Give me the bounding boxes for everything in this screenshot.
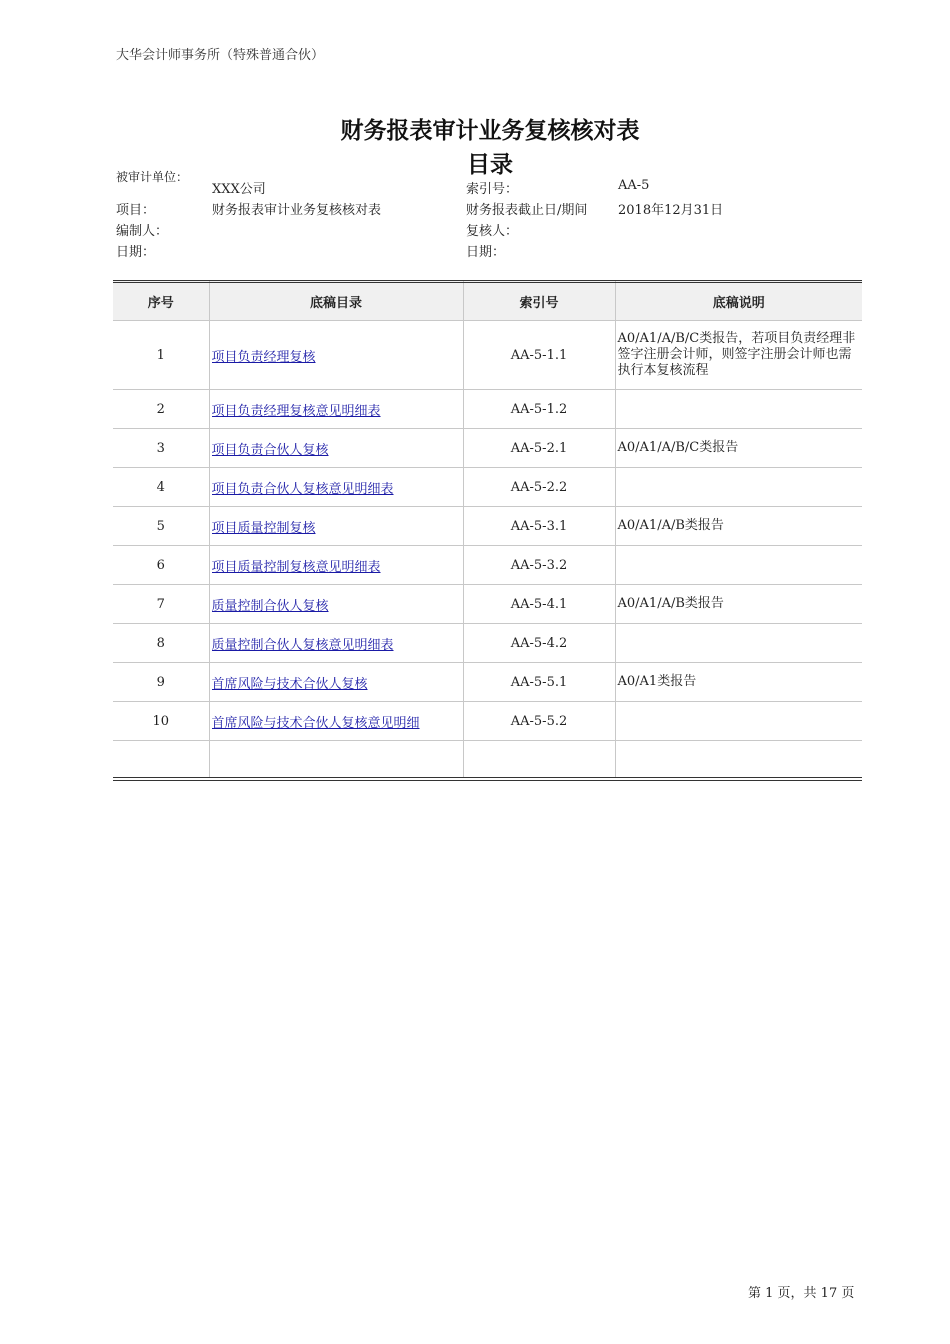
- header-note: 底稿说明: [615, 280, 862, 321]
- table-row: [113, 321, 862, 390]
- row-index: AA-5-3.1: [463, 507, 615, 546]
- row-index: AA-5-3.2: [463, 546, 615, 585]
- workpaper-link[interactable]: 项目质量控制复核意见明细表: [211, 559, 381, 575]
- row-no: 7: [113, 585, 209, 624]
- row-no: 5: [113, 507, 209, 546]
- table-bottom-rule: [113, 777, 862, 781]
- table-row: [113, 546, 862, 585]
- row-note: [615, 390, 862, 429]
- row-note: [615, 468, 862, 507]
- row-no: 1: [113, 321, 209, 390]
- table-row: [113, 663, 862, 702]
- reviewer-label: 复核人：: [466, 224, 519, 239]
- row-note: [615, 624, 862, 663]
- workpaper-link[interactable]: 首席风险与技术合伙人复核意见明细: [211, 715, 420, 731]
- table-row: [113, 429, 862, 468]
- table-row: [113, 585, 862, 624]
- row-note: A0/A1/A/B类报告: [615, 585, 862, 624]
- row-index: AA-5-2.1: [463, 429, 615, 468]
- row-index: AA-5-1.1: [463, 321, 615, 390]
- header-no: 序号: [113, 280, 209, 321]
- row-note: A0/A1/A/B/C类报告: [615, 429, 862, 468]
- contents-table: [113, 280, 862, 778]
- row-no: 3: [113, 429, 209, 468]
- row-note: A0/A1类报告: [615, 663, 862, 702]
- row-no: 2: [113, 390, 209, 429]
- table-row: [113, 702, 862, 741]
- table-row: [113, 507, 862, 546]
- workpaper-link[interactable]: 质量控制合伙人复核意见明细表: [211, 637, 394, 653]
- header-name: 底稿目录: [209, 280, 463, 321]
- row-note: A0/A1/A/B/C类报告，若项目负责经理非签字注册会计师，则签字注册会计师也需执行本复核流程: [615, 321, 862, 390]
- row-note: [615, 702, 862, 741]
- page-indicator: 第 1 页，共 17 页: [748, 1286, 855, 1301]
- project-label: 项目：: [116, 203, 156, 218]
- project-value: 财务报表审计业务复核核对表: [212, 203, 382, 218]
- row-no: 6: [113, 546, 209, 585]
- workpaper-link[interactable]: 项目质量控制复核: [211, 520, 316, 536]
- table-row: [113, 468, 862, 507]
- workpaper-link[interactable]: 质量控制合伙人复核: [211, 598, 329, 614]
- document-title: 财务报表审计业务复核核对表: [340, 118, 640, 144]
- row-no: 4: [113, 468, 209, 507]
- workpaper-link[interactable]: 项目负责合伙人复核: [211, 442, 329, 458]
- row-index: AA-5-5.1: [463, 663, 615, 702]
- row-index: AA-5-5.2: [463, 702, 615, 741]
- row-index: AA-5-4.2: [463, 624, 615, 663]
- table-row: [113, 390, 862, 429]
- audited-entity-label: 被审计单位：: [116, 170, 189, 184]
- table-top-rule: [113, 280, 862, 283]
- table-row: [113, 624, 862, 663]
- audited-entity-value: XXX公司: [212, 182, 266, 197]
- row-index: AA-5-1.2: [463, 390, 615, 429]
- table-row-empty: [113, 741, 862, 778]
- firm-name: 大华会计师事务所（特殊普通合伙）: [116, 48, 325, 63]
- row-index: AA-5-2.2: [463, 468, 615, 507]
- workpaper-link[interactable]: 项目负责经理复核意见明细表: [211, 403, 381, 419]
- index-label: 索引号：: [466, 182, 519, 197]
- date-label-left: 日期：: [116, 245, 156, 260]
- row-no: 9: [113, 663, 209, 702]
- period-value: 2018年12月31日: [618, 203, 724, 218]
- index-value: AA-5: [618, 178, 650, 193]
- preparer-label: 编制人：: [116, 224, 169, 239]
- workpaper-link[interactable]: 首席风险与技术合伙人复核: [211, 676, 368, 692]
- document-subtitle: 目录: [467, 152, 513, 178]
- row-note: A0/A1/A/B类报告: [615, 507, 862, 546]
- row-note: [615, 546, 862, 585]
- date-label-right: 日期：: [466, 245, 506, 260]
- row-no: 10: [113, 702, 209, 741]
- row-index: AA-5-4.1: [463, 585, 615, 624]
- workpaper-link[interactable]: 项目负责合伙人复核意见明细表: [211, 481, 394, 497]
- workpaper-link[interactable]: 项目负责经理复核: [211, 349, 316, 365]
- row-no: 8: [113, 624, 209, 663]
- header-index: 索引号: [463, 280, 615, 321]
- period-label: 财务报表截止日/期间: [466, 203, 588, 218]
